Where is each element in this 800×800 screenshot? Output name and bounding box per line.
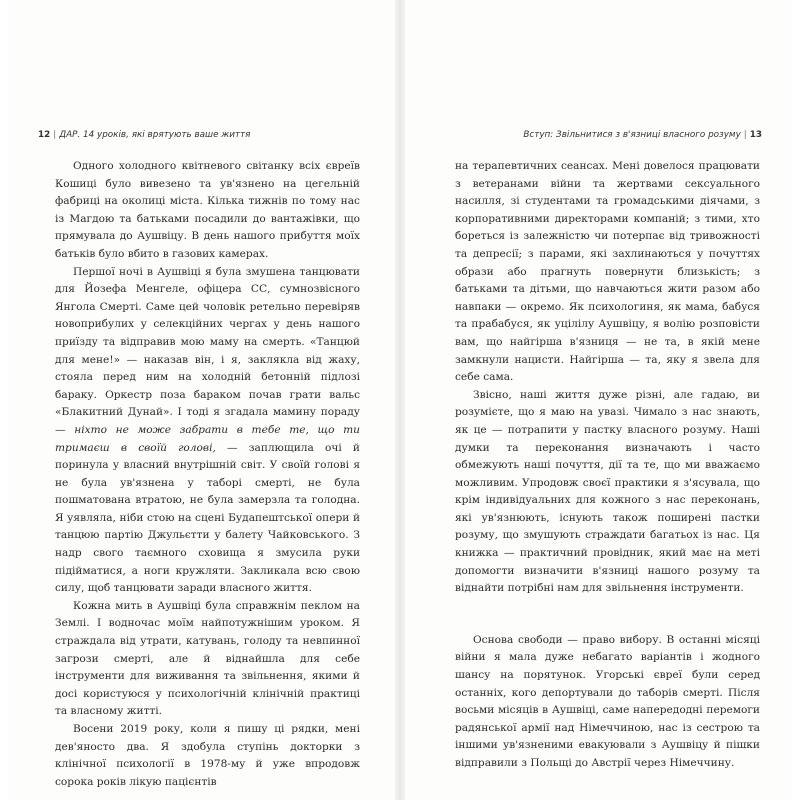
left-page-number: 12 (38, 130, 51, 140)
right-page-number: 13 (749, 130, 762, 140)
left-body-text (55, 158, 360, 791)
paragraph-text: Першої ночі в Аушвіці я була змушена танцювати для Йозефа Менгеле, офіцера СС, сумнозвісного Янгола Смерті. Саме цей чоловік ретельно перевіряв новоприбулих у селекційних чергах у день нашого приїзду та відправив мою маму на смерть. «Танцюй для мене!» — наказав він, і я, заклякла від жаху, стояла перед ним на холодній бетонній підлозі бараку. Оркестр поза бараком почав грати вальс «Блакитний Дунай». І тоді я згадала мамину пораду — (55, 265, 360, 436)
right-chapter-title: Вступ: Звільнитися з в'язниці власного розуму (523, 130, 741, 140)
left-page (8, 0, 395, 800)
paragraph: Звісно, наші життя дуже різні, але гадаю, ви розумієте, що я маю на увазі. Чимало з нас знають, як це — потрапити у пастку власного розуму. Наші думки та переконання визначають і часто обмежують наші почуття, дії та те, що ми вважаємо можливим. Упродовж своєї практики я з'ясувала, що крім індивідуальних для кожного з нас переконань, які ув'язнюють, існують також поширені пастки розуму, що змушують страждати багатьох із нас. Ця книжка — практичний провідник, який має на меті допомогти визначити в'язниці нашого розуму та віднайти потрібні нам для звільнення інструменти. (455, 388, 760, 595)
paragraph: Одного холодного квітневого світанку всіх євреїв Кошиці було вивезено та ув'язнено на цегельній фабриці на околиці міста. Кілька тижнів по тому нас із Магдою та батьками посадили до вантажівки, що прямувала до Аушвіцу. В день нашого прибуття моїх батьків було вбито в газових камерах. (55, 160, 360, 260)
left-running-head (38, 130, 250, 140)
paragraph-text: — заплющила очі й поринула у власний внутрішній світ. У своїй голові я не була ув'язнена у таборі смерті, не була пошматована втратою, не була замерзла та голодна. Я уявляла, ніби стою на сцені Будапештської опери й танцюю партію Джульєтти у балету Чайковського. З надр свого таємного сховища я змусила руки підійматися, а ноги кружляти. Закликала всю свою силу, щоб танцювати заради власного життя. (55, 441, 360, 595)
paragraph: Восени 2019 року, коли я пишу ці рядки, мені дев'яносто два. Я здобула ступінь докторки з клінічної психології в 1978-му й уже впродовж сорока років лікую пацієнтів (55, 723, 360, 788)
right-running-head (523, 130, 762, 140)
paragraph (55, 264, 360, 598)
right-page (405, 0, 792, 800)
paragraph: Кожна мить в Аушвіці була справжнім пеклом на Землі. І водночас моїм найпотужнішим уроком. Я страждала від утрати, катувань, голоду та невпинної загрози смерті, але й віднайшла для себе інструменти для виживання та звільнення, якими й досі користуюся у психологічній клінічній практиці та власному житті. (55, 599, 360, 718)
left-head-separator: | (53, 130, 57, 140)
book-gutter (395, 0, 405, 800)
paragraph: на терапевтичних сеансах. Мені довелося працювати з ветеранами війни та жертвами сексуального насилля, зі студентами та громадськими діячами, з корпоративними директорами компаній; з тими, хто бореться із залежністю чи потерпає від тривожності та депресії; з парами, які захлинаються у почуттях образи або прагнуть повернути близькість; з батьками та дітьми, що навчаються жити разом або навпаки — окремо. Як психологиня, як мама, бабуся та прабабуся, як уцілілу Аушвіцу, я волію розповісти вам, що найгірша в'язниця — не та, в якій мене замкнули нацисти. Найгірша — та, яку я звела для себе сама. (455, 160, 760, 384)
right-head-separator: | (743, 130, 747, 140)
italic-quote: ніхто не може забрати в тебе те, що ти тримаєш в своїй голові, (55, 423, 361, 454)
left-book-title: ДАР. 14 уроків, які врятують ваше життя (59, 130, 251, 140)
paragraph: Основа свободи — право вибору. В останні місяці війни я мала дуже небагато варіантів і жодного шансу на порятунок. Угорські євреї були серед останніх, кого депортували до таборів смерті. Після восьми місяців в Аушвіці, саме напередодні перемоги радянської армії над Німеччиною, нас із сестрою та іншими ув'язненими евакуювали з Аушвіцу й пішки відправили з Польщі до Австрії через Німеччину. (455, 633, 760, 769)
right-body-text (455, 158, 760, 773)
